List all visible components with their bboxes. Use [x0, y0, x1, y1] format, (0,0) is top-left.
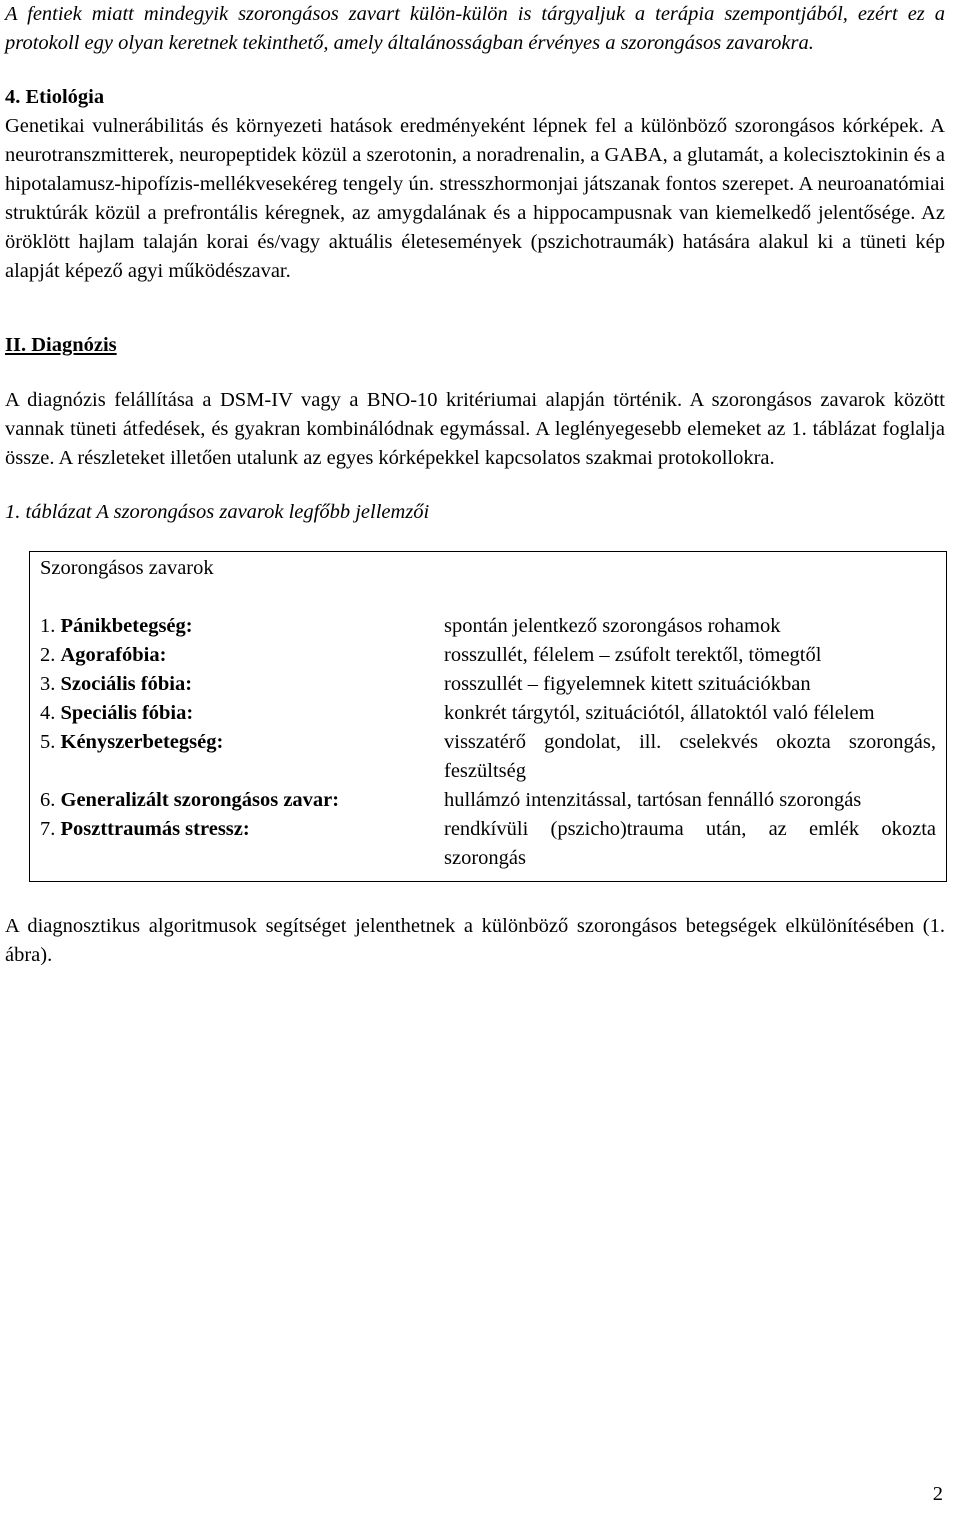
disorder-name [40, 699, 444, 728]
diagnosis-paragraph: A diagnózis felállítása a DSM-IV vagy a BNO-10 kritériumai alapján történik. A szorongásos zavarok között vannak tüneti átfedések, és gyakran kombinálódnak egymással. A leglényegesebb elemeket az 1. táblázat foglalja össze. A részleteket illetően utalunk az egyes kórképekkel kapcsolatos szakmai protokollokra. [5, 389, 945, 469]
table-row [40, 699, 936, 728]
page-number: 2 [932, 1483, 943, 1505]
table-row [40, 612, 936, 641]
disorder-name [40, 786, 444, 815]
disorder-term: Speciális fóbia: [60, 702, 194, 724]
disorder-description: visszatérő gondolat, ill. cselekvés okozta szorongás, feszültség [444, 731, 936, 782]
disorder-term: Agorafóbia: [60, 644, 167, 666]
table-row [40, 815, 936, 873]
disorder-description: rosszullét – figyelemnek kitett szituációkban [444, 673, 811, 695]
disorder-number: 6. [40, 789, 61, 811]
table-row [40, 728, 936, 786]
diagnosis-heading: II. Diagnózis [5, 334, 117, 356]
disorder-term: Kényszerbetegség: [60, 731, 224, 753]
anxiety-disorders-table [29, 551, 947, 882]
table-row [40, 786, 936, 815]
table-caption: 1. táblázat A szorongásos zavarok legfőbb jellemzői [5, 501, 430, 523]
disorder-description: spontán jelentkező szorongásos rohamok [444, 615, 781, 637]
disorder-name [40, 612, 444, 641]
etiology-paragraph: Genetikai vulnerábilitás és környezeti hatások eredményeként lépnek fel a különböző szorongásos kórképek. A neurotranszmitterek, neuropeptidek közül a szerotonin, a noradrenalin, a GABA, a glutamát, a kolecisztokinin és a hipotalamusz-hipofízis-mellékvesekéreg tengely ún. stresszhormonjai játszanak fontos szerepet. A neuroanatómiai struktúrák közül a prefrontális kéregnek, az amygdalának és a hippocampusnak van kiemelkedő jelentősége. Az öröklött hajlam talaján korai és/vagy aktuális életesemények (pszichotraumák) hatására alakul ki a tüneti kép alapját képező agyi működészavar. [5, 115, 945, 282]
table-row [40, 670, 936, 699]
disorder-description: konkrét tárgytól, szituációtól, állatoktól való félelem [444, 702, 875, 724]
table-rows [40, 612, 936, 873]
disorder-term: Poszttraumás stressz: [60, 818, 250, 840]
disorder-term: Szociális fóbia: [60, 673, 193, 695]
disorder-number: 7. [40, 818, 61, 840]
disorder-description: rosszullét, félelem – zsúfolt terektől, tömegtől [444, 644, 822, 666]
intro-paragraph: A fentiek miatt mindegyik szorongásos zavart külön-külön is tárgyaljuk a terápia szempontjából, ezért ez a protokoll egy olyan keretnek tekinthető, amely általánosságban érvényes a szorongásos zavarokra. [5, 3, 945, 54]
disorder-description: rendkívüli (pszicho)trauma után, az emlék okozta szorongás [444, 818, 936, 869]
table-row [40, 641, 936, 670]
disorder-name [40, 670, 444, 699]
table-header: Szorongásos zavarok [40, 557, 214, 579]
disorder-number: 1. [40, 615, 61, 637]
disorder-description: hullámzó intenzitással, tartósan fennálló szorongás [444, 789, 862, 811]
disorder-name [40, 728, 444, 757]
disorder-number: 4. [40, 702, 61, 724]
disorder-term: Generalizált szorongásos zavar: [60, 789, 340, 811]
etiology-heading: 4. Etiológia [5, 86, 105, 108]
disorder-number: 2. [40, 644, 61, 666]
algorithm-paragraph: A diagnosztikus algoritmusok segítséget jelenthetnek a különböző szorongásos betegségek elkülönítésében (1. ábra). [5, 915, 945, 966]
disorder-number: 3. [40, 673, 61, 695]
disorder-name [40, 815, 444, 844]
disorder-name [40, 641, 444, 670]
disorder-number: 5. [40, 731, 61, 753]
disorder-term: Pánikbetegség: [60, 615, 193, 637]
document-page [5, 0, 945, 970]
